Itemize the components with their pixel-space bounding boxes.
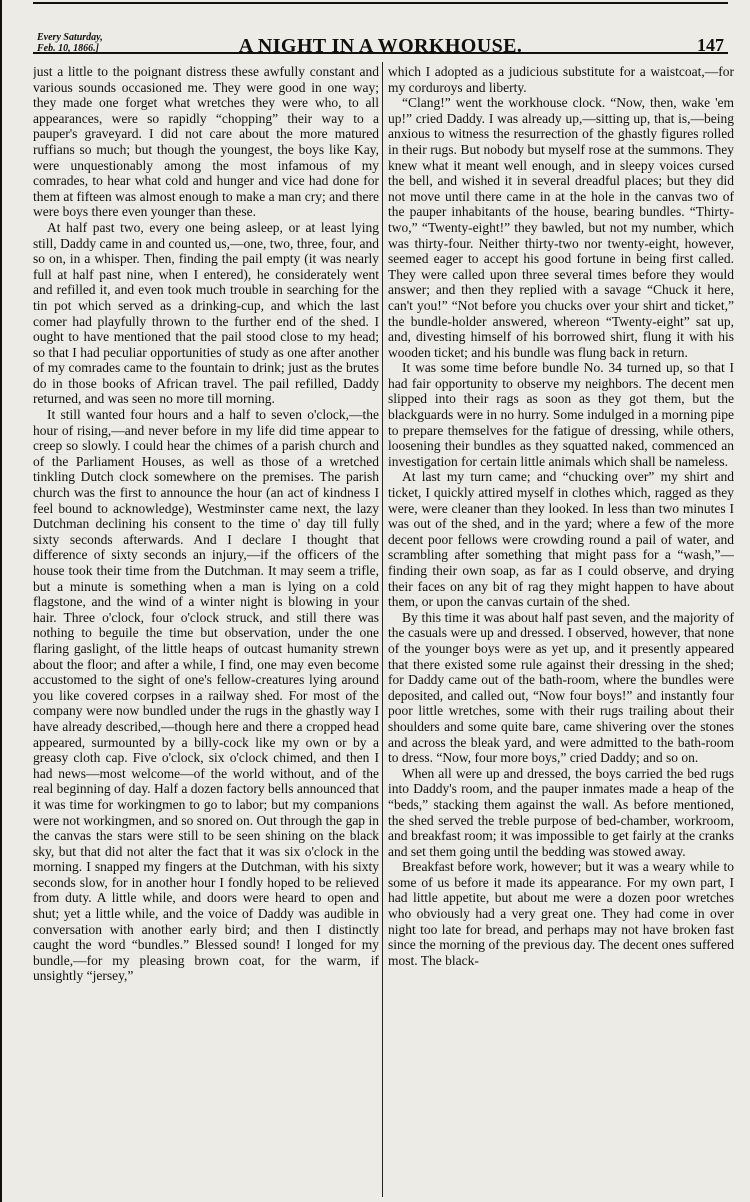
dateline-day: Every Saturday,: [37, 32, 103, 43]
paragraph: “Clang!” went the workhouse clock. “Now, then, wake 'em up!” cried Daddy. I was already up,—sitting up, that is,—being anxious to witness the resurrection of the ghastly figures rolled in their rugs. But nobody but myself rose at the summons. They knew what it meant well enough, and in sleepy voices cursed the bell, and wished it in several dreadful places; but they did not move until there came in at the hole in the canvas two of the pauper inhabitants of the house, bearing bundles. “Thirty-two,” “Twenty-eight!” they bawled, but not my number, which was thirty-four. Neither thirty-two nor twenty-eight, however, seemed eager to accept his good fortune in being first called. They were called upon three several times before they would answer; and then they replied with a savage “Chuck it here, can't you!” “Not before you chucks over your shirt and ticket,” the bundle-holder answered, whereon “Twenty-eight” sat up, and, divesting himself of his borrowed shirt, flung it with his wooden ticket; and his bundle was flung back in return.: [388, 95, 734, 360]
left-column: [33, 64, 379, 1199]
paragraph: which I adopted as a judicious substitute for a waistcoat,—for my corduroys and liberty.: [388, 64, 734, 95]
paragraph: just a little to the poignant distress these awfully constant and various sounds occasioned me. They were good in one way; they made one forget what wretches they were who, to all appearances, were so rapidly “chopping” their way to a pauper's graveyard. I did not care about the more matured ruffians so much; but though the youngest, the boys like Kay, were unquestionably among the most infamous of my comrades, to hear what cold and hunger and vice had done for them at fifteen was almost enough to make a man cry; and there were boys there even younger than these.: [33, 64, 379, 220]
right-column: [388, 64, 734, 1199]
page-number: 147: [697, 35, 724, 55]
paragraph: At last my turn came; and “chucking over” my shirt and ticket, I quickly attired myself in clothes which, ragged as they were, were cleaner than they looked. In less than two minutes I was out of the shed, and in the yard; where a few of the more decent poor fellows were crowding round a pail of water, and scrambling after something that might pass for a “wash,”—finding their own soap, as far as I could observe, and drying their faces on any bit of rag they might happen to have about them, or upon the canvas curtain of the shed.: [388, 469, 734, 610]
dateline-date: Feb. 10, 1866.]: [37, 43, 99, 54]
page-edge: [0, 0, 2, 1202]
paragraph: Breakfast before work, however; but it was a weary while to some of us before it made its appearance. For my own part, I had little appetite, but about me were a dozen poor wretches who obviously had a very great one. They had come in over night too late for bread, and perhaps may not have broken fast since the morning of the previous day. The decent ones suffered most. The black-: [388, 859, 734, 968]
paragraph: It was some time before bundle No. 34 turned up, so that I had fair opportunity to observe my neighbors. The decent men slipped into their rags as soon as they got them, but the blackguards were in no hurry. Some indulged in a morning pipe to prepare themselves for the fatigue of dressing, while others, loosening their bundles as they squatted naked, commenced an investigation for certain little animals which shall be nameless.: [388, 360, 734, 469]
column-divider: [382, 62, 383, 1197]
page-header: [33, 2, 728, 57]
paragraph: When all were up and dressed, the boys carried the bed rugs into Daddy's room, and the pauper inmates made a heap of the “beds,” stacking them against the wall. As before mentioned, the shed served the treble purpose of bed-chamber, workroom, and breakfast room; it was impossible to get fairly at the cranks and set them going until the bedding was stowed away.: [388, 765, 734, 859]
paragraph: By this time it was about half past seven, and the majority of the casuals were up and dressed. I observed, however, that none of the younger boys were as yet up, and it presently appeared that there existed some rule against their dressing in the shed; for Daddy came out of the bath-room, where the bundles were deposited, and called out, “Now four boys!” and instantly four poor little wretches, some with their rugs trailing about their shoulders and some quite bare, came shivering over the stones and across the bleak yard, and were admitted to the bath-room to dress. “Now, four more boys,” cried Daddy; and so on.: [388, 609, 734, 766]
paragraph: It still wanted four hours and a half to seven o'clock,—the hour of rising,—and never before in my life did time appear to creep so slowly. I could hear the chimes of a parish church and of the Parliament Houses, as well as those of a wretched tinkling Dutch clock somewhere on the premises. The parish church was the first to announce the hour (an act of kindness I feel bound to acknowledge), Westminster came next, the lazy Dutchman declining his consent to the time o' day till fully sixty seconds afterwards. And I declare I thought that difference of sixty seconds an injury,—if the officers of the house took their time from the Dutchman. It may seem a trifle, but a minute is something when a man is lying on a cold flagstone, and the wind of a winter night is blowing in your hair. Three o'clock, four o'clock struck, and still there was nothing to beguile the time but observation, under the one flaring gaslight, of the little heaps of outcast humanity strewn about the floor; and after a while, I find, one may even become accustomed to the sight of one's fellow-creatures lying around you like covered corpses in a railway shed. For most of the company were now bundled under the rugs in the ghastly way I have already described,—though here and there a cropped head appeared, surmounted by a billy-cock like my own or by a greasy cloth cap. Five o'clock, six o'clock chimed, and then I had news—most welcome—of the world without, and of the real beginning of day. Half a dozen factory bells announced that it was time for workingmen to go to labor; but my companions were not workingmen, and so snored on. Out through the gap in the canvas the stars were still to be seen shining on the black sky, but that did not alter the fact that it was six o'clock in the morning. I snapped my fingers at the Dutchman, with his sixty seconds slow, for in another hour I fondly hoped to be relieved from duty. A little while, and doors were heard to open and shut; yet a little while, and the voice of Daddy was audible in conversation with another early bird; and then I distinctly caught the word “bundles.” Blessed sound! I longed for my bundle,—for my pleasing brown coat, for the warm, if unsightly “jersey,”: [33, 407, 379, 984]
paragraph: At half past two, every one being asleep, or at least lying still, Daddy came in and counted us,—one, two, three, four, and so on, in a whisper. Then, finding the pail empty (it was nearly full at half past nine, when I entered), he considerately went and refilled it, and even took much trouble in searching for the tin pot which served as a drinking-cup, and which the last comer had playfully thrown to the further end of the shed. I ought to have mentioned that the pail stood close to my head; so that I had peculiar opportunities of study as one after another of my comrades came to the fountain to drink; just as the brutes do in those books of African travel. The pail refilled, Daddy returned, and was seen no more till morning.: [33, 219, 379, 407]
running-title: A NIGHT IN A WORKHOUSE.: [238, 35, 523, 57]
